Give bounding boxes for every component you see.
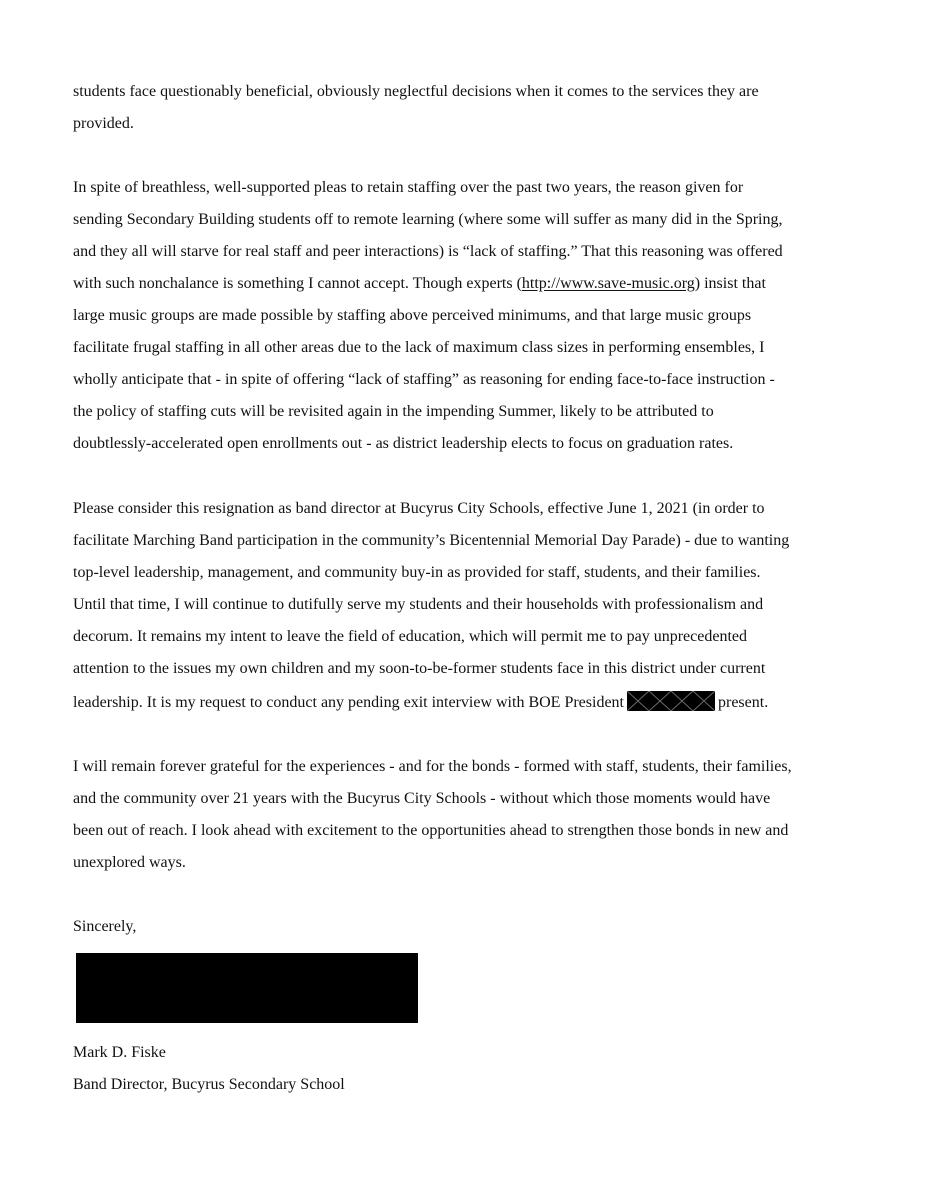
signer-title: Band Director, Bucyrus Secondary School bbox=[73, 1076, 345, 1093]
paragraph-2-line-1: In spite of breathless, well-supported pleas to retain staffing over the past two years, the reason given for bbox=[73, 179, 744, 196]
paragraph-1-line-1: students face questionably beneficial, obviously neglectful decisions when it comes to the services they are bbox=[73, 83, 759, 100]
paragraph-3-line-5: decorum. It remains my intent to leave the field of education, which will permit me to pay unprecedented bbox=[73, 628, 747, 645]
paragraph-2-line-4-text-before: with such nonchalance is something I cannot accept. Though experts ( bbox=[73, 275, 522, 292]
closing-salutation: Sincerely, bbox=[73, 918, 137, 935]
paragraph-3-line-7-text-after: present. bbox=[718, 694, 769, 711]
paragraph-4-line-2: and the community over 21 years with the Bucyrus City Schools - without which those moments would have bbox=[73, 790, 771, 807]
paragraph-3-line-1: Please consider this resignation as band director at Bucyrus City Schools, effective June 1, 2021 (in order to bbox=[73, 500, 765, 517]
redacted-signature-block bbox=[76, 953, 418, 1023]
paragraph-4-line-4: unexplored ways. bbox=[73, 854, 186, 871]
paragraph-3-line-3: top-level leadership, management, and community buy-in as provided for staff, students, and their families. bbox=[73, 564, 761, 581]
paragraph-3-line-7-text-before: leadership. It is my request to conduct any pending exit interview with BOE President bbox=[73, 694, 624, 711]
paragraph-2-line-4 bbox=[73, 274, 766, 294]
paragraph-1-line-2: provided. bbox=[73, 115, 134, 132]
paragraph-2-line-5: large music groups are made possible by staffing above perceived minimums, and that large music groups bbox=[73, 307, 752, 324]
paragraph-2-line-6: facilitate frugal staffing in all other areas due to the lack of maximum class sizes in performing ensembles, I bbox=[73, 339, 765, 356]
paragraph-3-line-7 bbox=[73, 691, 768, 713]
paragraph-3-line-2: facilitate Marching Band participation in the community’s Bicentennial Memorial Day Parade) - due to wanting bbox=[73, 532, 790, 549]
paragraph-2-line-2: sending Secondary Building students off to remote learning (where some will suffer as many did in the Spring, bbox=[73, 211, 783, 228]
save-music-link[interactable]: http://www.save-music.org bbox=[521, 275, 695, 292]
paragraph-2-line-9: doubtlessly-accelerated open enrollments out - as district leadership elects to focus on graduation rates. bbox=[73, 435, 734, 452]
paragraph-4-line-3: been out of reach. I look ahead with excitement to the opportunities ahead to strengthen those bonds in new and bbox=[73, 822, 789, 839]
redacted-name-block bbox=[627, 691, 715, 711]
paragraph-3-line-4: Until that time, I will continue to dutifully serve my students and their households with professionalism and bbox=[73, 596, 764, 613]
signer-name: Mark D. Fiske bbox=[73, 1044, 166, 1061]
paragraph-2-line-4-text-after: ) insist that bbox=[694, 275, 766, 292]
paragraph-2-line-7: wholly anticipate that - in spite of offering “lack of staffing” as reasoning for ending face-to-face instruction - bbox=[73, 371, 775, 388]
redaction-cross-pattern bbox=[627, 691, 715, 711]
paragraph-3-line-6: attention to the issues my own children and my soon-to-be-former students face in this district under current bbox=[73, 660, 766, 677]
paragraph-2-line-3: and they all will starve for real staff and peer interactions) is “lack of staffing.” That this reasoning was offered bbox=[73, 243, 783, 260]
paragraph-4-line-1: I will remain forever grateful for the experiences - and for the bonds - formed with staff, students, their families, bbox=[73, 758, 792, 775]
paragraph-2-line-8: the policy of staffing cuts will be revisited again in the impending Summer, likely to be attributed to bbox=[73, 403, 714, 420]
